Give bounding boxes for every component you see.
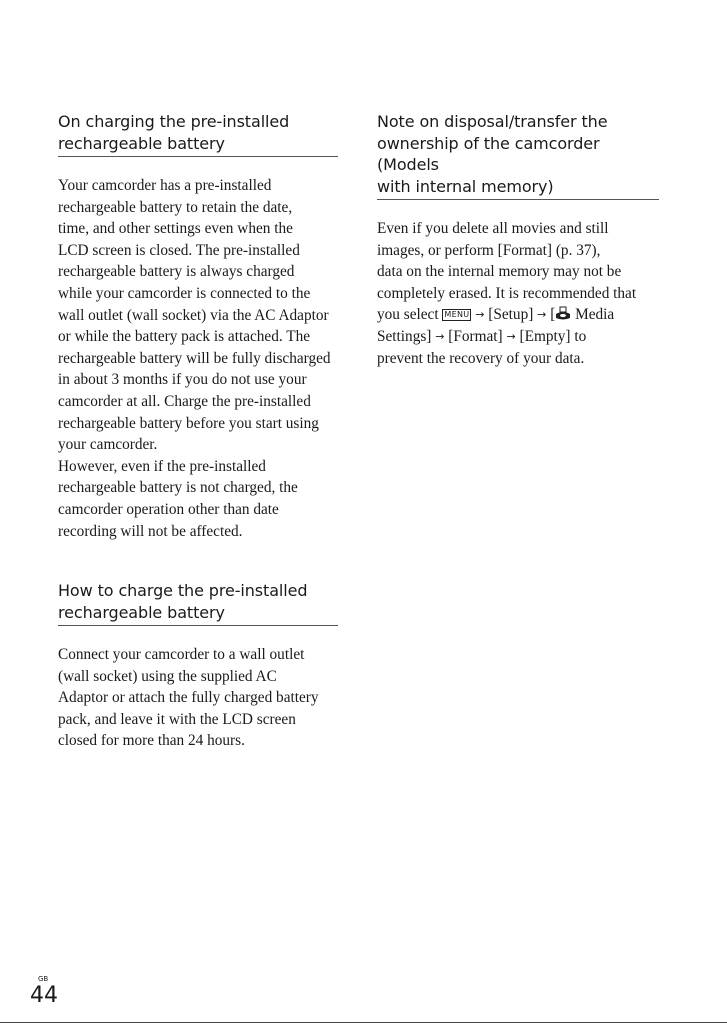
body-line: recording will not be affected. <box>58 522 243 540</box>
text-run: you select <box>377 306 443 324</box>
body-line: prevent the recovery of your data. <box>377 349 585 367</box>
body-line: camcorder operation other than date <box>58 500 279 518</box>
body-line: time, and other settings even when the <box>58 220 293 238</box>
body-line: completely erased. It is recommended that <box>377 284 637 302</box>
heading-line: rechargeable battery <box>58 133 225 153</box>
section-heading <box>58 580 338 626</box>
body-line <box>377 304 659 326</box>
body-line: However, even if the pre-installed <box>58 457 266 475</box>
body-line: closed for more than 24 hours. <box>58 732 245 750</box>
body-line: wall outlet (wall socket) via the AC Adaptor <box>58 306 329 324</box>
right-arrow-icon: → <box>475 308 485 322</box>
text-run: Media <box>575 306 615 324</box>
right-arrow-icon: → <box>506 329 516 343</box>
body-line: rechargeable battery is always charged <box>58 263 295 281</box>
body-line: LCD screen is closed. The pre-installed <box>58 241 300 259</box>
section-charging-battery <box>58 111 338 542</box>
text-run: [Setup] <box>484 306 538 324</box>
body-line: or while the battery pack is attached. The <box>58 328 311 346</box>
body-line: rechargeable battery will be fully discharged <box>58 349 331 367</box>
media-settings-icon <box>555 306 571 321</box>
section-body <box>58 644 338 752</box>
heading-line: ownership of the camcorder (Models <box>377 133 600 174</box>
left-column <box>58 111 338 752</box>
text-run: [ <box>546 306 556 324</box>
bottom-divider <box>0 1022 727 1023</box>
body-line: Connect your camcorder to a wall outlet <box>58 646 305 664</box>
section-body <box>377 218 659 369</box>
section-disposal-note <box>377 111 659 369</box>
heading-line: On charging the pre-installed <box>58 112 290 131</box>
text-run: Settings] <box>377 327 436 345</box>
body-line: rechargeable battery is not charged, the <box>58 479 298 497</box>
section-body <box>58 175 338 542</box>
body-line: camcorder at all. Charge the pre-installed <box>58 392 311 410</box>
section-heading <box>58 111 338 157</box>
right-arrow-icon: → <box>537 308 547 322</box>
body-line: your camcorder. <box>58 436 158 454</box>
section-heading <box>377 111 659 200</box>
body-line: Adaptor or attach the fully charged battery <box>58 689 319 707</box>
body-line: in about 3 months if you do not use your <box>58 371 307 389</box>
heading-line: with internal memory) <box>377 176 554 196</box>
menu-button-icon: MENU <box>444 310 470 320</box>
region-code: GB <box>38 975 49 983</box>
body-line: Your camcorder has a pre-installed <box>58 177 272 194</box>
right-arrow-icon: → <box>435 329 445 343</box>
section-how-to-charge <box>58 580 338 752</box>
body-line: while your camcorder is connected to the <box>58 284 311 302</box>
heading-line: How to charge the pre-installed <box>58 581 308 601</box>
right-column <box>377 111 659 369</box>
heading-line: rechargeable battery <box>58 602 225 622</box>
body-line: pack, and leave it with the LCD screen <box>58 710 296 728</box>
heading-line: Note on disposal/transfer the <box>377 112 608 131</box>
text-run: [Empty] to <box>515 327 587 345</box>
body-line: Even if you delete all movies and still <box>377 220 609 237</box>
page-number: 44 <box>30 983 58 1008</box>
text-run: [Format] <box>444 327 507 345</box>
body-line: images, or perform [Format] (p. 37), <box>377 241 601 259</box>
body-line <box>377 326 659 348</box>
body-line: data on the internal memory may not be <box>377 263 622 281</box>
page-number-block <box>30 975 58 1008</box>
body-line: (wall socket) using the supplied AC <box>58 667 277 685</box>
body-line: rechargeable battery to retain the date, <box>58 198 293 216</box>
body-line: rechargeable battery before you start using <box>58 414 319 432</box>
